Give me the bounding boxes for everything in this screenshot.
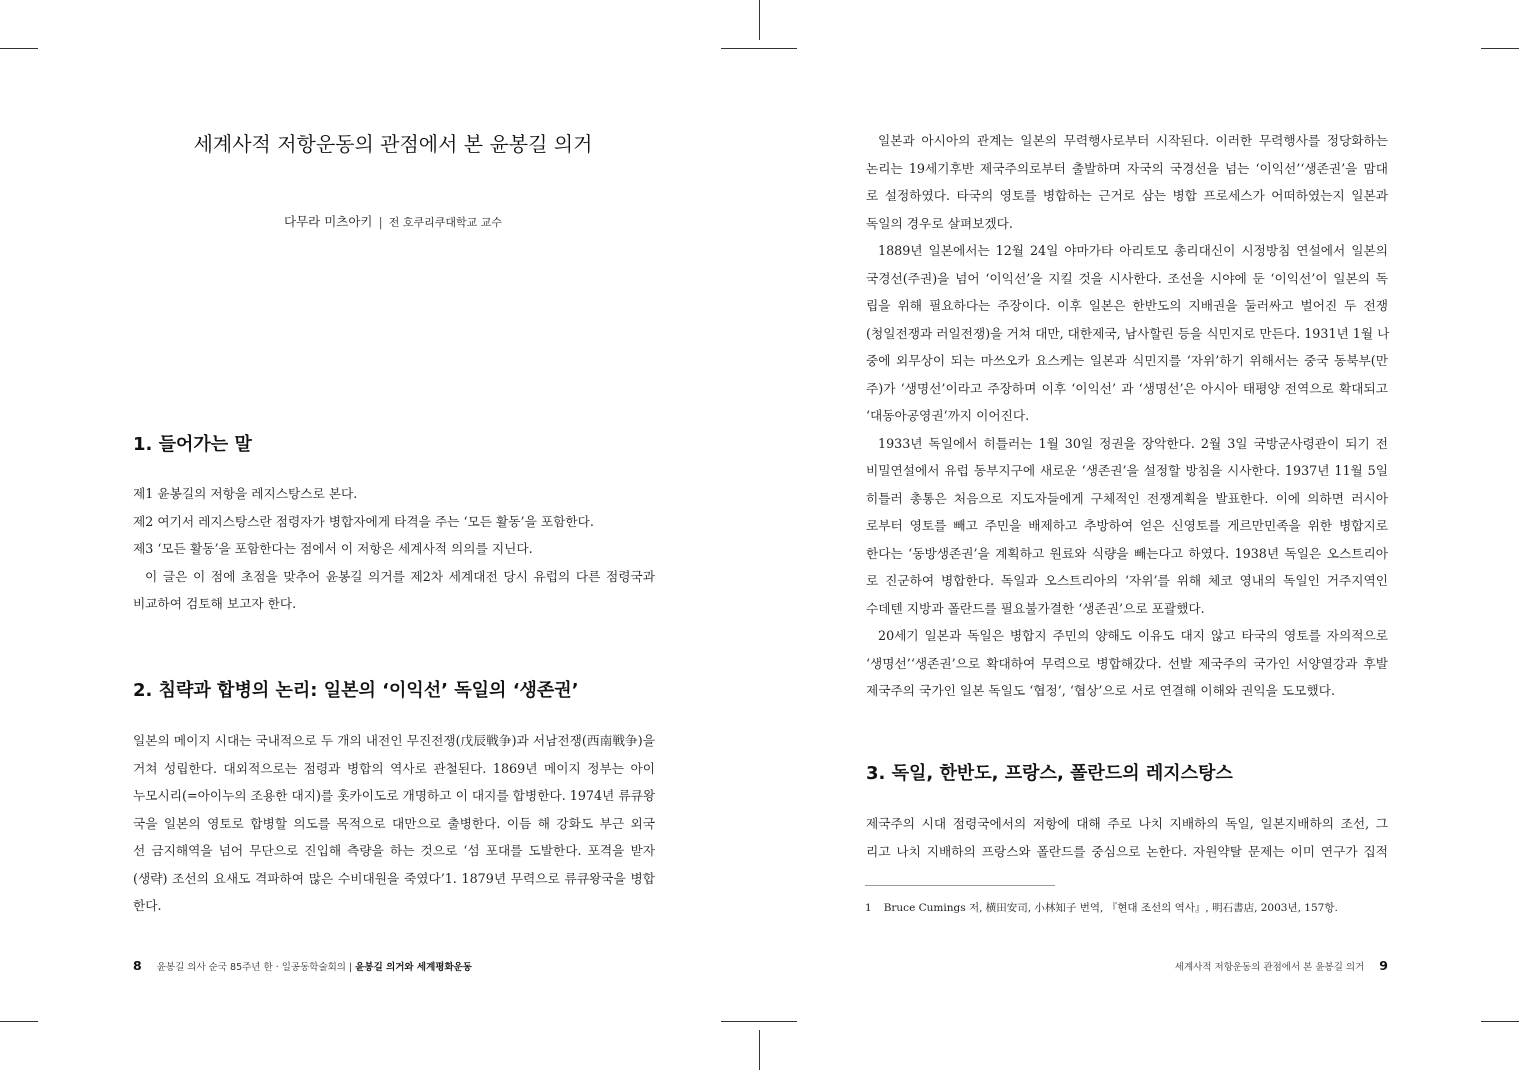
text-line: 히틀러 총통은 처음으로 지도자들에게 구체적인 전쟁계획을 발표한다. 이에 의하면 러시아	[866, 490, 1388, 506]
text-line: 누모시리(=아이누의 조용한 대지)를 홋카이도로 개명하고 이 대지를 합병한다. 1974년 류큐왕	[133, 788, 656, 803]
text-line: 제3 ‘모든 활동’을 포함한다는 점에서 이 저항은 세계사적 의의를 지닌다.	[133, 541, 533, 556]
section-1-body	[133, 480, 655, 618]
footnote-divider	[865, 885, 1055, 886]
text-line: 비밀연설에서 유럽 동부지구에 새로운 ‘생존권’을 설정할 방침을 시사한다. 1937년 11월 5일	[866, 463, 1388, 478]
text-line: (청일전쟁과 러일전쟁)을 거쳐 대만, 대한제국, 남사할린 등을 식민지로 만든다. 1931년 1월 나	[866, 325, 1390, 341]
section-2-body	[133, 727, 655, 920]
text-line: 제2 여기서 레지스탕스란 점령자가 병합자에게 타격을 주는 ‘모든 활동’을 포함한다.	[133, 513, 594, 529]
text-line: 제1 윤봉길의 저항을 레지스탕스로 본다.	[133, 486, 358, 501]
footnote-number: 1	[865, 902, 872, 914]
text-line: 논리는 19세기후반 제국주의로부터 출발하며 자국의 국경선을 넘는 ‘이익선’‘생존권’을 맘대	[866, 160, 1388, 176]
text-line: 독일의 경우로 살펴보겠다.	[866, 215, 1013, 231]
text-line: 주)가 ‘생명선’이라고 주장하며 이후 ‘이익선’ 과 ‘생명선’은 아시아 태평양 전역으로 확대되고	[866, 380, 1388, 396]
text-line: 국경선(주권)을 넘어 ‘이익선’을 지킬 것을 시사한다. 조선을 시야에 둔 ‘이익선’이 일본의 독	[866, 270, 1388, 286]
running-footer-bold: 윤봉길 의거와 세계평화운동	[355, 962, 472, 973]
footnote	[865, 900, 1338, 915]
page-footer-left	[133, 958, 472, 973]
text-line: 1933년 독일에서 히틀러는 1월 30일 정권을 장악한다. 2월 3일 국방군사령관이 되기 전	[878, 435, 1388, 451]
intro-body	[866, 127, 1388, 705]
running-footer-text: 윤봉길 의사 순국 85주년 한 · 일공동학술회의 |	[156, 962, 353, 973]
author-name: 다무라 미츠아키	[284, 214, 373, 229]
text-line: 이 글은 이 점에 초점을 맞추어 윤봉길 의거를 제2차 세계대전 당시 유럽의 다른 점령국과	[145, 568, 655, 584]
text-line: 한다.	[133, 898, 162, 913]
text-line: 20세기 일본과 독일은 병합지 주민의 양해도 이유도 대지 않고 타국의 영토를 자의적으로	[878, 628, 1388, 643]
text-line: 제국주의 국가인 일본 독일도 ‘협정’, ‘협상’으로 서로 연결해 이해와 권익을 도모했다.	[866, 683, 1335, 698]
left-page	[0, 0, 759, 1070]
section-3-body	[866, 810, 1388, 865]
footnote-text: Bruce Cumings 저, 横田安司, 小林知子 번역, 『현대 조선의 역사』, 明石書店, 2003년, 157항.	[883, 902, 1338, 914]
page-number: 8	[133, 958, 142, 973]
text-line: 로 진군하여 병합한다. 독일과 오스트리아의 ‘자위’를 위해 체코 영내의 독일인 거주지역인	[866, 573, 1388, 588]
page-number: 9	[1379, 958, 1388, 973]
text-line: 리고 나치 지배하의 프랑스와 폴란드를 중심으로 논한다. 자원약탈 문제는 이미 연구가 집적	[866, 843, 1388, 859]
text-line: 립을 위해 필요하다는 주장이다. 이후 일본은 한반도의 지배권을 둘러싸고 벌어진 두 전쟁	[866, 298, 1388, 313]
text-line: 선 금지해역을 넘어 무단으로 진입해 측량을 하는 것으로 ‘섬 포대를 도발한다. 포격을 받자	[133, 843, 655, 858]
text-line: 수데텐 지방과 폴란드를 필요불가결한 ‘생존권’으로 포괄했다.	[866, 600, 1205, 616]
page-title: 세계사적 저항운동의 관점에서 본 윤봉길 의거	[193, 132, 593, 156]
text-line: 로부터 영토를 빼고 주민을 배제하고 추방하여 얻은 신영토를 게르만민족을 위한 병합지로	[866, 518, 1388, 533]
section-heading-2: 2. 침략과 합병의 논리: 일본의 ‘이익선’ 독일의 ‘생존권’	[133, 680, 579, 701]
text-line: 국을 일본의 영토로 합병할 의도를 목적으로 대만으로 출병한다. 이듬 해 강화도 부근 외국	[133, 815, 655, 831]
text-line: (생략) 조선의 요새도 격파하여 많은 수비대원을 죽였다’1. 1879년 무력으로 류큐왕국을 병합	[133, 870, 655, 886]
text-line: 제국주의 시대 점령국에서의 저항에 대해 주로 나치 지배하의 독일, 일본지배하의 조선, 그	[866, 816, 1388, 831]
text-line: 일본의 메이지 시대는 국내적으로 두 개의 내전인 무진전쟁(戊辰戦争)과 서남전쟁(西南戦争)을	[133, 733, 655, 748]
right-page	[760, 0, 1519, 1070]
text-line: 로 설정하였다. 타국의 영토를 병합하는 근거로 삼는 병합 프로세스가 어떠하였는지 일본과	[866, 188, 1388, 203]
author-separator: |	[378, 214, 383, 229]
text-line: 중에 외무상이 되는 마쓰오카 요스케는 일본과 식민지를 ‘자위’하기 위해서는 중국 동북부(만	[866, 353, 1388, 368]
section-heading-3: 3. 독일, 한반도, 프랑스, 폴란드의 레지스탕스	[866, 763, 1233, 784]
running-footer-text: 세계사적 저항운동의 관점에서 본 윤봉길 의거	[1174, 962, 1365, 973]
page-footer-right	[1175, 958, 1388, 973]
author-line	[133, 212, 653, 230]
text-line: 일본과 아시아의 관계는 일본의 무력행사로부터 시작된다. 이러한 무력행사를 정당화하는	[878, 133, 1388, 148]
text-line: 1889년 일본에서는 12월 24일 야마가타 아리토모 총리대신이 시정방침 연설에서 일본의	[878, 243, 1388, 258]
text-line: ‘대동아공영권’까지 이어진다.	[866, 408, 1030, 423]
text-line: ‘생명선’‘생존권’으로 확대하여 무력으로 병합해갔다. 선발 제국주의 국가인 서양열강과 후발	[866, 655, 1388, 671]
text-line: 한다는 ‘동방생존권’을 계획하고 원료와 식량을 빼는다고 하였다. 1938년 독일은 오스트리아	[866, 545, 1388, 561]
section-heading-1: 1. 들어가는 말	[133, 434, 252, 455]
text-line: 거쳐 성립한다. 대외적으로는 점령과 병합의 역사로 관철된다. 1869년 메이지 정부는 아이	[133, 760, 655, 776]
author-affiliation: 전 호쿠리쿠대학교 교수	[388, 216, 502, 229]
text-line: 비교하여 검토해 보고자 한다.	[133, 596, 297, 611]
